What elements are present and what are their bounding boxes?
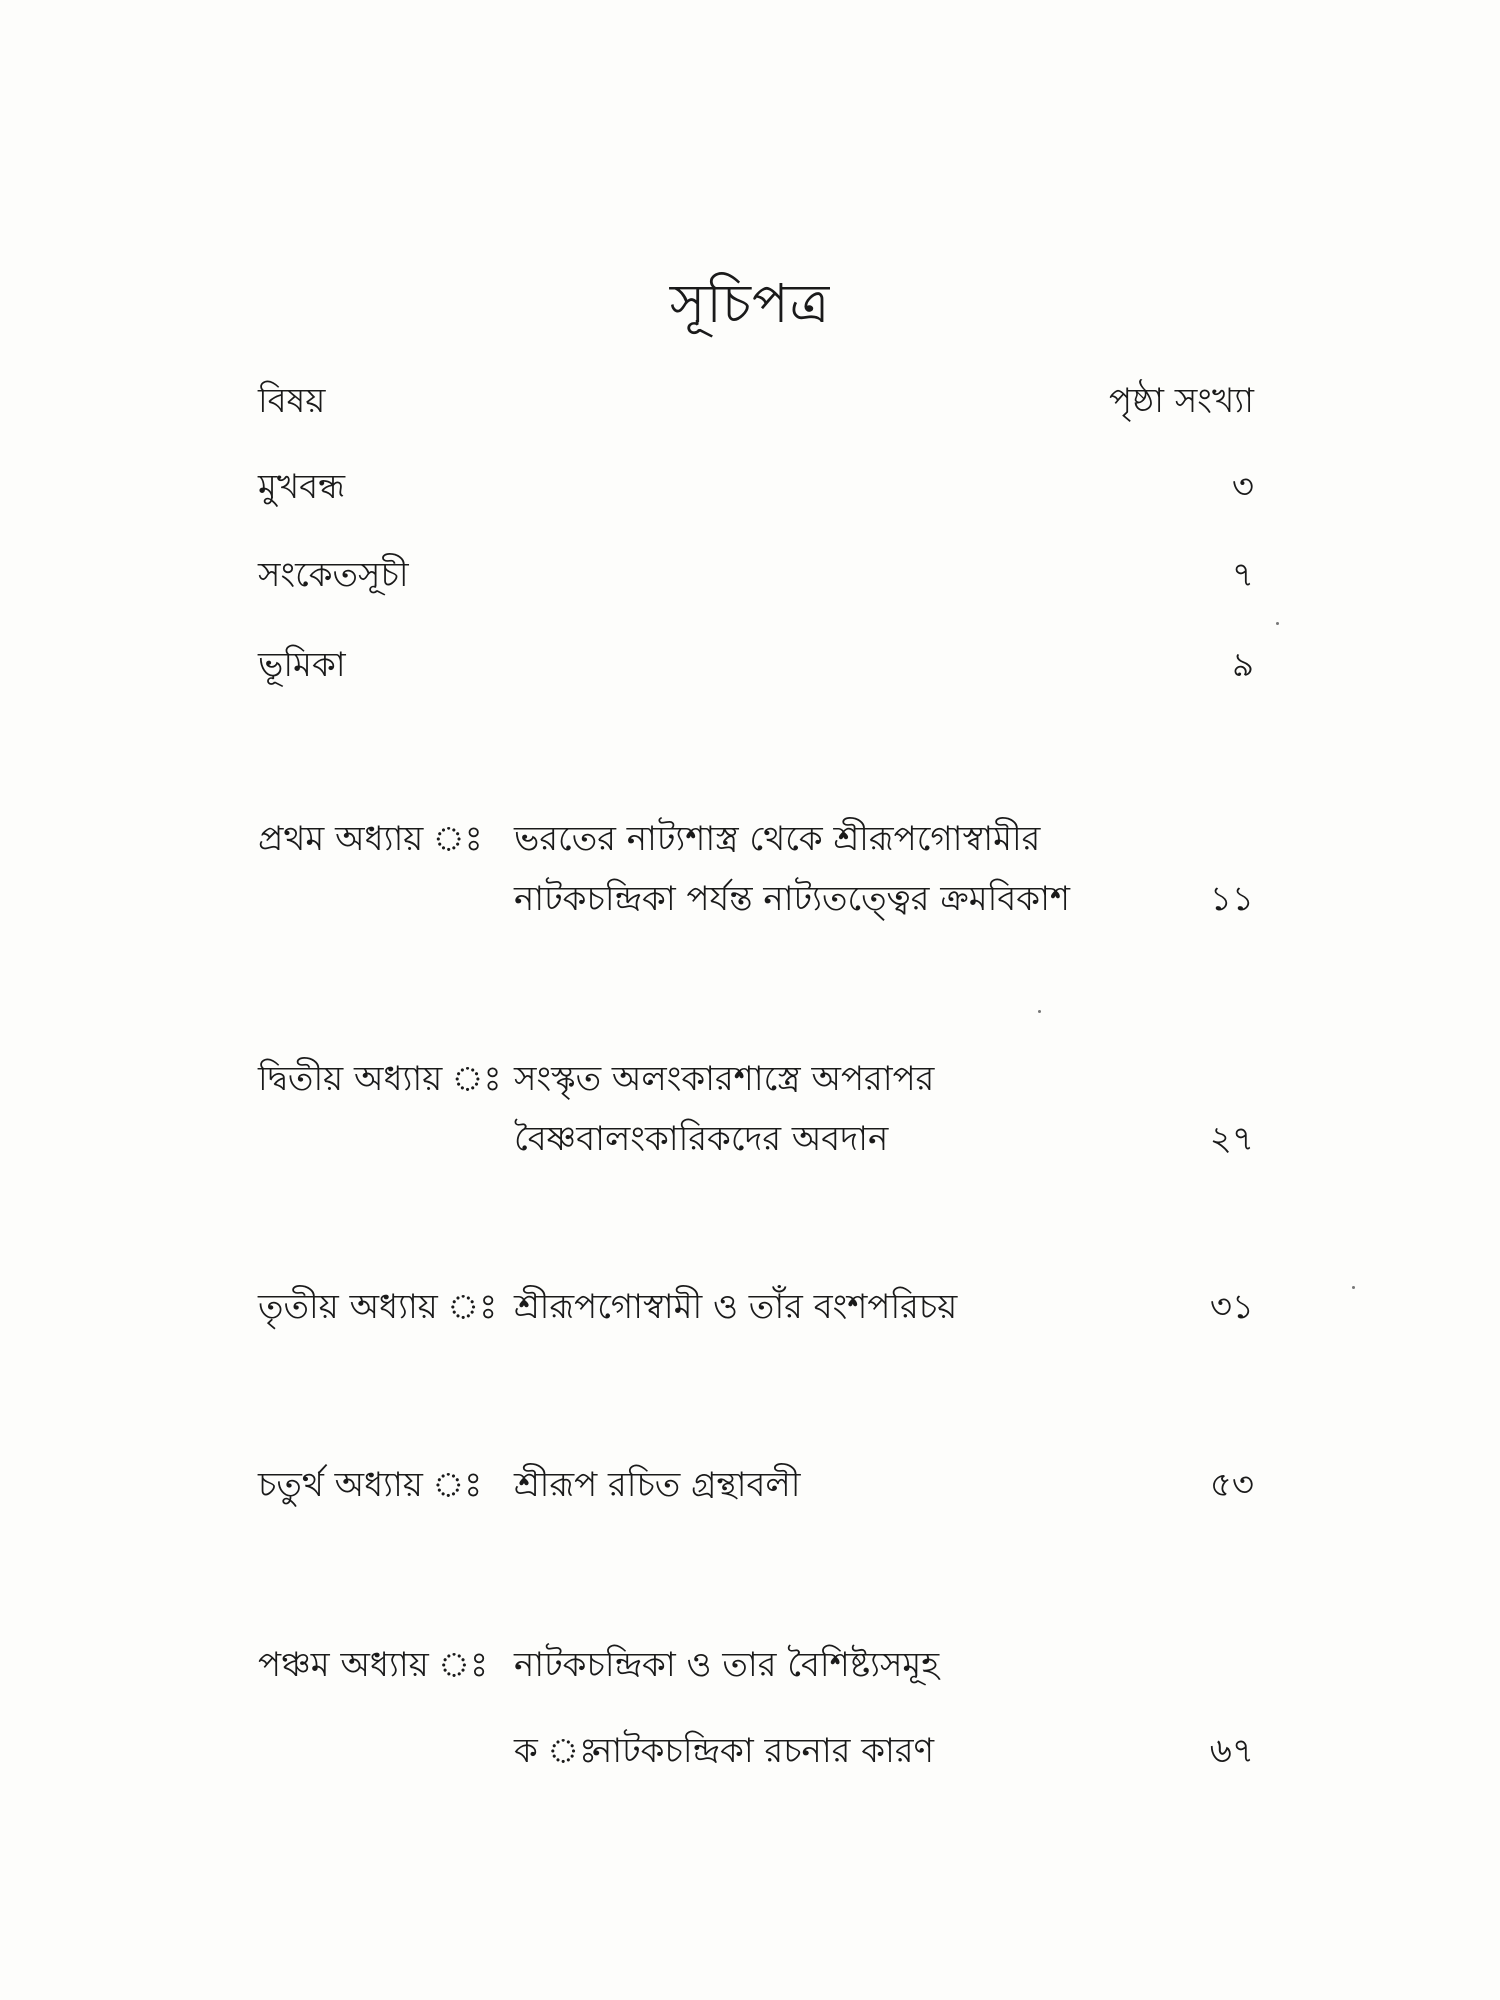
toc-chapter-3-title: শ্রীরূপগোস্বামী ও তাঁর বংশপরিচয় (514, 1287, 958, 1327)
page-column-header: পৃষ্ঠা সংখ্যা (1108, 381, 1254, 421)
toc-entry-abbreviations: সংকেতসূচী (258, 555, 409, 595)
paper-speck (1276, 622, 1279, 625)
toc-chapter-5-name: পঞ্চম অধ্যায় ঃ (258, 1645, 489, 1685)
toc-chapter-3-page: ৩১ (1209, 1287, 1254, 1327)
toc-page-introduction: ৯ (1231, 645, 1254, 685)
toc-chapter-2-title-line1: সংস্কৃত অলংকারশাস্ত্রে অপরাপর (514, 1059, 935, 1099)
paper-speck (1352, 1286, 1355, 1289)
page-title: সূচিপত্র (669, 272, 831, 335)
toc-chapter-2-page: ২৭ (1209, 1119, 1254, 1159)
toc-chapter-4-title: শ্রীরূপ রচিত গ্রন্থাবলী (514, 1465, 801, 1505)
subject-column-header: বিষয় (258, 381, 326, 421)
toc-chapter-3-name: তৃতীয় অধ্যায় ঃ (258, 1287, 498, 1327)
toc-chapter-5-subsection-label: ক ঃ (514, 1731, 598, 1771)
toc-chapter-1-title-line2: নাটকচন্দ্রিকা পর্যন্ত নাট্যতত্ত্বের ক্রমবিকাশ (514, 879, 1071, 919)
toc-chapter-2-title-line2: বৈষ্ণবালংকারিকদের অবদান (514, 1119, 889, 1159)
toc-page-abbreviations: ৭ (1231, 555, 1254, 595)
toc-page-preface: ৩ (1231, 467, 1254, 507)
toc-chapter-1-title-line1: ভরতের নাট্যশাস্ত্র থেকে শ্রীরূপগোস্বামীর (514, 819, 1041, 859)
toc-chapter-5-title: নাটকচন্দ্রিকা ও তার বৈশিষ্ট্যসমূহ (514, 1645, 940, 1685)
toc-chapter-1-page: ১১ (1209, 879, 1254, 919)
toc-chapter-4-page: ৫৩ (1209, 1465, 1254, 1505)
toc-entry-introduction: ভূমিকা (258, 645, 346, 685)
toc-chapter-4-name: চতুর্থ অধ্যায় ঃ (258, 1465, 483, 1505)
toc-chapter-5-page: ৬৭ (1209, 1731, 1254, 1771)
paper-speck (1038, 1010, 1041, 1013)
toc-chapter-1-name: প্রথম অধ্যায় ঃ (258, 819, 483, 859)
toc-entry-preface: মুখবন্ধ (258, 467, 346, 507)
toc-chapter-5-subsection-title: নাটকচন্দ্রিকা রচনার কারণ (592, 1731, 935, 1771)
toc-chapter-2-name: দ্বিতীয় অধ্যায় ঃ (258, 1059, 502, 1099)
